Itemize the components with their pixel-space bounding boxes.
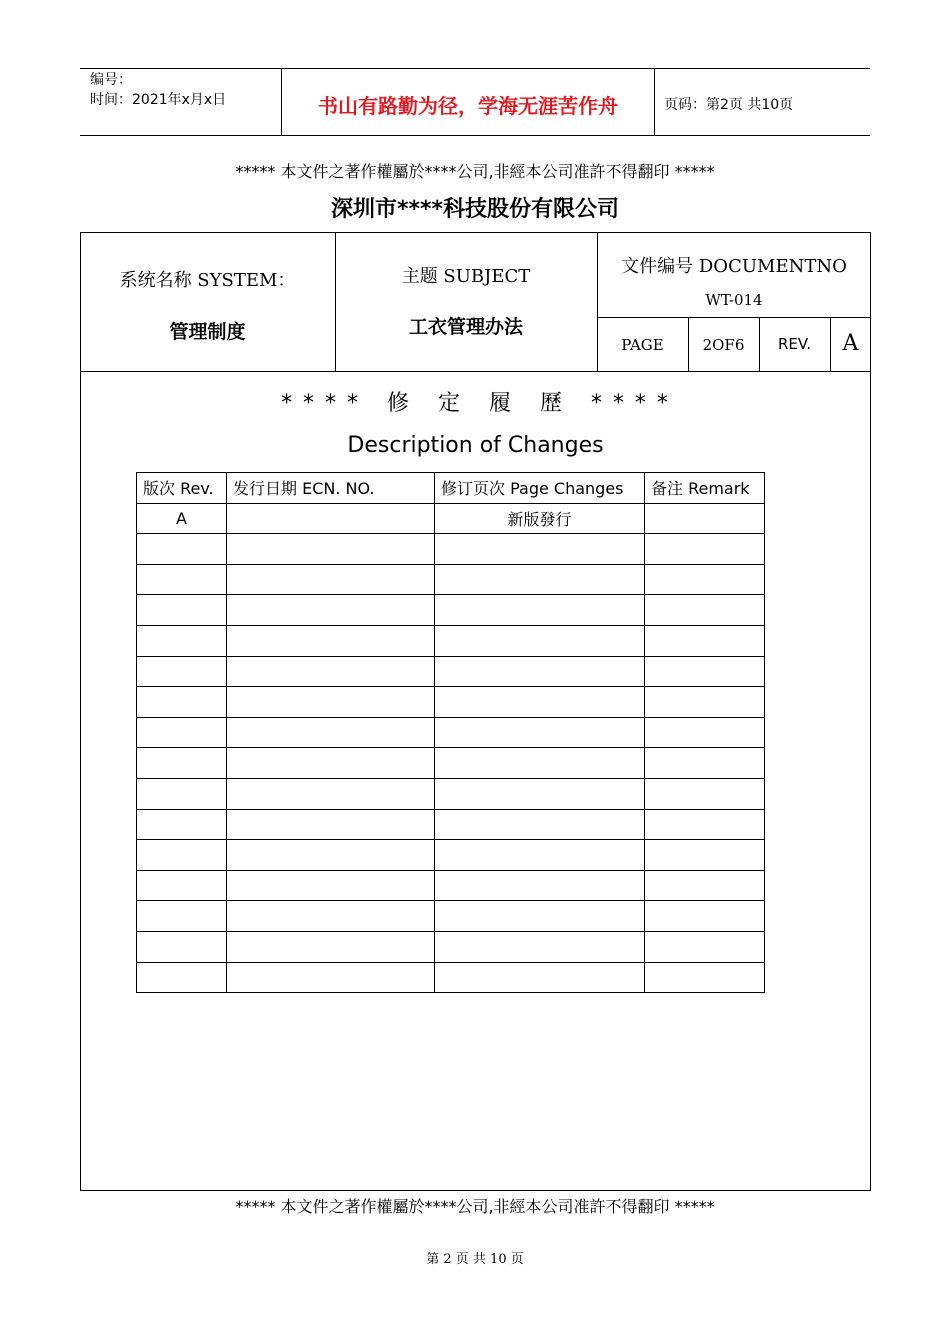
table-cell (137, 534, 227, 565)
doc-header-divider-1 (335, 232, 336, 372)
table-row (137, 503, 765, 534)
company-name: 深圳市****科技股份有限公司 (330, 197, 620, 222)
table-cell (645, 595, 765, 626)
col-header-page-changes: 修订页次 Page Changes (435, 473, 645, 504)
docno-value: WT-014 (705, 291, 763, 309)
table-cell (645, 931, 765, 962)
changes-title: Description of Changes (347, 433, 604, 458)
subject-value: 工衣管理办法 (408, 316, 523, 338)
table-cell (645, 748, 765, 779)
table-cell (227, 901, 435, 932)
table-cell (645, 625, 765, 656)
table-cell (137, 687, 227, 718)
table-cell (435, 840, 645, 871)
header-meta (90, 70, 226, 110)
table-cell (435, 687, 645, 718)
rev-value: A (842, 331, 859, 356)
col-header-rev: 版次 Rev. (137, 473, 227, 504)
table-cell (227, 564, 435, 595)
table-cell (227, 840, 435, 871)
table-cell (227, 687, 435, 718)
table-cell (435, 962, 645, 993)
table-cell (227, 748, 435, 779)
table-cell (137, 595, 227, 626)
table-row (137, 809, 765, 840)
table-row (137, 625, 765, 656)
table-cell (435, 717, 645, 748)
time-label: 时间：2021年x月x日 (90, 92, 227, 108)
table-row (137, 931, 765, 962)
page-footer: 第 2 页 共 10 页 (426, 1252, 524, 1267)
table-cell (137, 931, 227, 962)
table-cell (137, 564, 227, 595)
table-cell (435, 625, 645, 656)
table-cell (227, 778, 435, 809)
table-cell (645, 778, 765, 809)
table-cell (645, 687, 765, 718)
table-cell: 新版發行 (435, 503, 645, 534)
table-cell (645, 534, 765, 565)
table-cell (435, 748, 645, 779)
table-cell (645, 870, 765, 901)
table-cell (137, 656, 227, 687)
table-row (137, 717, 765, 748)
table-cell (435, 656, 645, 687)
table-cell (645, 564, 765, 595)
system-label: 系统名称 SYSTEM： (119, 270, 296, 291)
table-cell (137, 901, 227, 932)
history-title: * * * * 修 定 履 歷 * * * * (281, 391, 670, 416)
table-cell (227, 656, 435, 687)
table-cell (227, 625, 435, 656)
table-row (137, 656, 765, 687)
table-cell (645, 840, 765, 871)
table-cell (645, 656, 765, 687)
page-value: 2OF6 (702, 336, 745, 354)
table-cell (645, 809, 765, 840)
header-top-rule (80, 68, 870, 69)
table-cell (435, 778, 645, 809)
table-row (137, 687, 765, 718)
header-divider-right (654, 69, 655, 136)
table-cell (435, 595, 645, 626)
table-cell (137, 778, 227, 809)
table-cell (227, 870, 435, 901)
table-row (137, 870, 765, 901)
table-cell (137, 870, 227, 901)
table-cell (137, 717, 227, 748)
table-cell (435, 901, 645, 932)
table-cell (227, 717, 435, 748)
table-cell (227, 595, 435, 626)
col-header-ecn: 发行日期 ECN. NO. (227, 473, 435, 504)
page-label: PAGE (621, 336, 664, 354)
table-cell (227, 534, 435, 565)
table-cell (227, 809, 435, 840)
table-cell (227, 931, 435, 962)
doc-header-bottom-rule (80, 371, 871, 372)
table-row (137, 564, 765, 595)
table-cell (645, 717, 765, 748)
table-row (137, 962, 765, 993)
docno-label: 文件编号 DOCUMENTNO (621, 256, 847, 277)
motto: 书山有路勤为径，学海无涯苦作舟 (318, 94, 618, 118)
copyright-notice-top: ***** 本文件之著作權屬於****公司,非經本公司准許不得翻印 ***** (235, 162, 715, 181)
table-row (137, 901, 765, 932)
table-cell (435, 931, 645, 962)
table-row (137, 778, 765, 809)
col-header-remark: 备注 Remark (645, 473, 765, 504)
table-row (137, 840, 765, 871)
table-cell (137, 840, 227, 871)
table-cell (435, 809, 645, 840)
copyright-notice-bottom: ***** 本文件之著作權屬於****公司,非經本公司准許不得翻印 ***** (235, 1197, 715, 1216)
table-cell (435, 534, 645, 565)
table-cell (227, 962, 435, 993)
table-cell (137, 748, 227, 779)
table-row (137, 595, 765, 626)
system-value: 管理制度 (169, 321, 246, 343)
table-cell (435, 564, 645, 595)
table-cell (435, 870, 645, 901)
table-cell (137, 962, 227, 993)
table-row (137, 534, 765, 565)
table-cell: A (137, 503, 227, 534)
number-label: 编号： (90, 72, 132, 88)
rev-label: REV. (778, 335, 811, 353)
revision-table (136, 472, 765, 993)
table-cell (645, 962, 765, 993)
subject-label: 主题 SUBJECT (401, 266, 531, 287)
table-row (137, 748, 765, 779)
table-header-row (137, 473, 765, 504)
table-cell (137, 809, 227, 840)
table-cell (227, 503, 435, 534)
header-bottom-rule (80, 135, 870, 136)
page-info: 页码：第2页 共10页 (664, 97, 794, 113)
table-cell (645, 503, 765, 534)
table-cell (137, 625, 227, 656)
table-cell (645, 901, 765, 932)
